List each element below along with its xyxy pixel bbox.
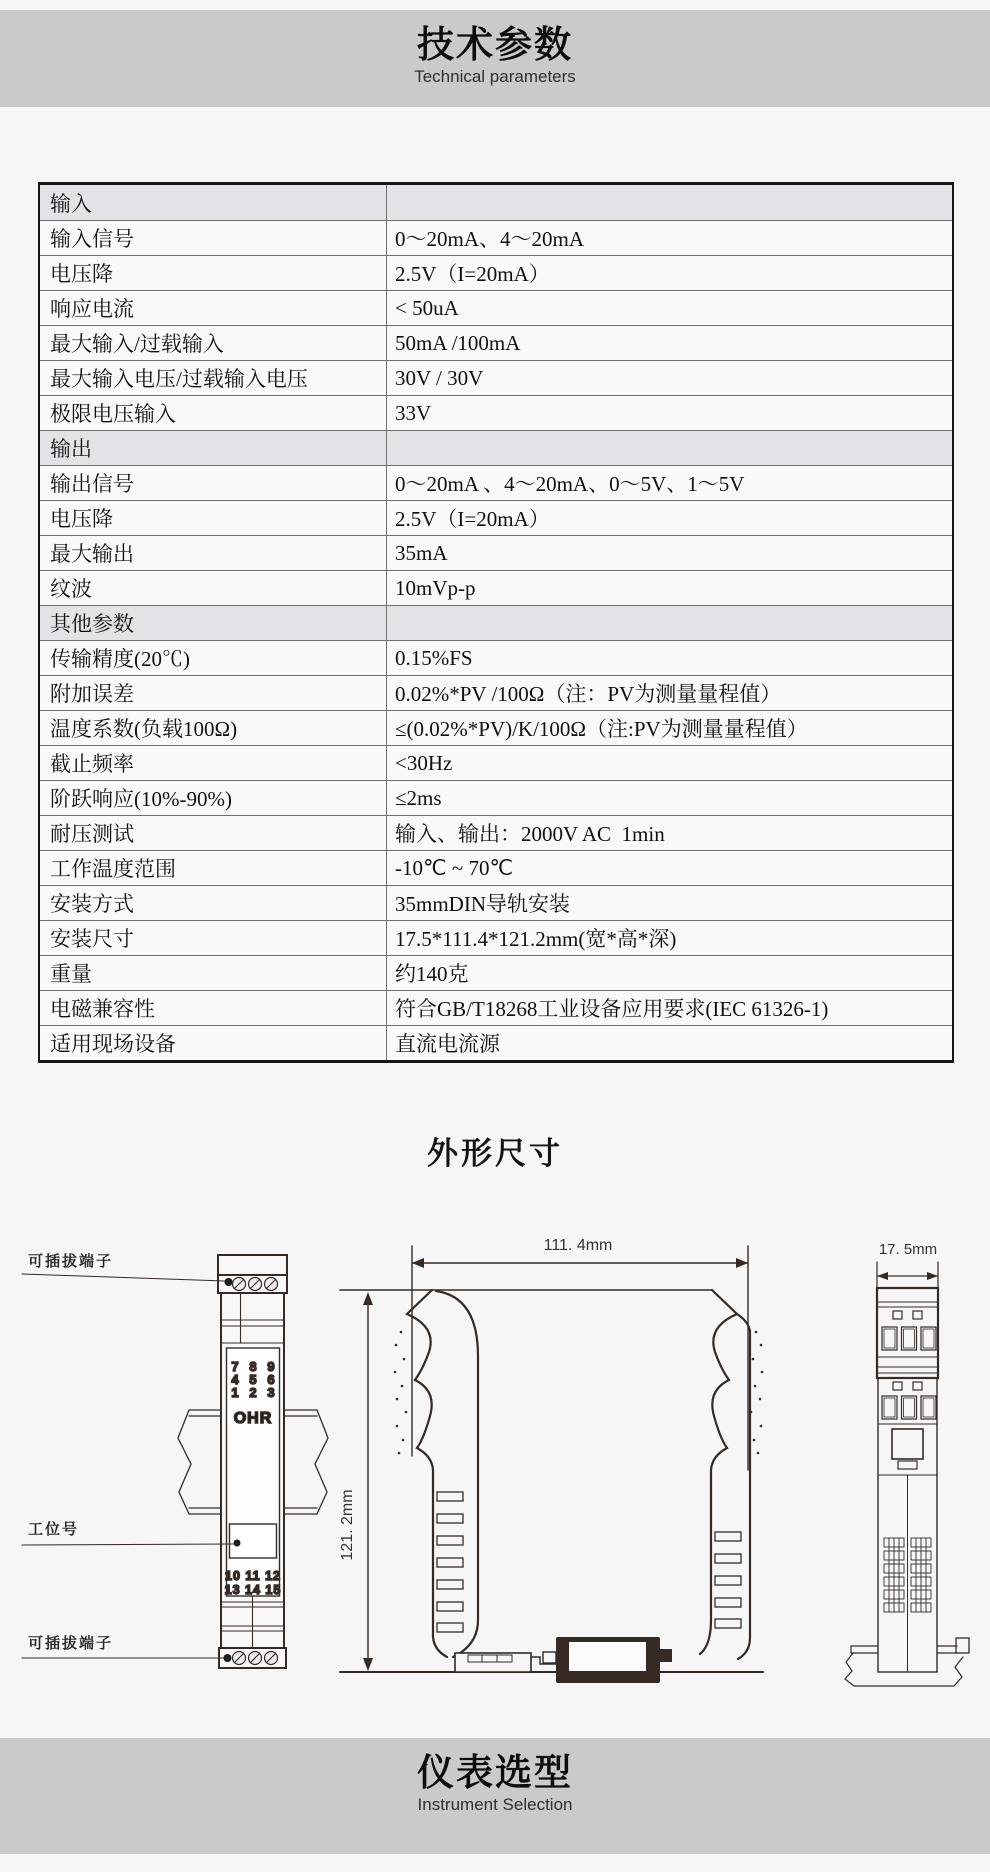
selection-subtitle: Instrument Selection: [417, 1795, 573, 1815]
table-row: [40, 500, 952, 535]
table-row: [40, 395, 952, 430]
row-value: -10℃ ~ 70℃: [395, 855, 514, 880]
dimension-drawings: [0, 1210, 990, 1730]
row-value: 33V: [395, 400, 432, 425]
row-label: 响应电流: [40, 291, 387, 325]
row-value: 0～20mA 、4～20mA、0～5V、1～5V: [395, 472, 745, 496]
pluggable-terminal-bottom-label: 可插拔端子: [28, 1635, 114, 1652]
module-end-view: [877, 1288, 938, 1672]
table-row: [40, 745, 952, 780]
row-value: 0～20mA、4～20mA: [395, 227, 584, 251]
row-value: 约140克: [395, 962, 469, 986]
depth-dimension-label: 17. 5mm: [878, 1241, 938, 1258]
row-label: 传输精度(20℃): [40, 641, 387, 675]
row-value: 2.5V（I=20mA）: [395, 507, 550, 531]
row-value: 35mA: [395, 540, 448, 565]
row-label: 电压降: [40, 256, 387, 290]
row-value: 50mA /100mA: [395, 330, 521, 355]
row-label: 耐压测试: [40, 816, 387, 850]
table-row: [40, 1025, 952, 1060]
table-row: [40, 850, 952, 885]
row-value: 35mmDIN导轨安装: [395, 892, 570, 916]
bottom-terminal-dot: [224, 1654, 232, 1662]
table-section-row: [40, 430, 952, 465]
spec-table: [38, 182, 954, 1063]
row-value: [387, 606, 952, 640]
terminal-2: 2: [249, 1385, 257, 1400]
terminal-3: 3: [267, 1385, 275, 1400]
outline-dimensions-title: 外形尺寸: [427, 1136, 563, 1171]
vent-slots-left: [437, 1492, 463, 1632]
row-label: 电磁兼容性: [40, 991, 387, 1025]
row-value: < 50uA: [395, 295, 459, 320]
table-section-row: [40, 605, 952, 640]
table-row: [40, 710, 952, 745]
row-value: 符合GB/T18268工业设备应用要求(IEC 61326-1): [395, 997, 829, 1021]
row-label: 纹波: [40, 571, 387, 605]
row-value: 0.02%*PV /100Ω（注：PV为测量量程值）: [395, 682, 782, 706]
row-label: 电压降: [40, 501, 387, 535]
table-section-row: [40, 185, 952, 220]
table-row: [40, 360, 952, 395]
row-label: 附加误差: [40, 676, 387, 710]
row-label: 输出: [40, 431, 387, 465]
technical-parameters-header: [0, 10, 990, 107]
end-view-dimensions: [877, 1241, 938, 1288]
row-value: <30Hz: [395, 750, 453, 775]
terminal-4: 4: [231, 1372, 239, 1387]
table-row: [40, 990, 952, 1025]
table-row: [40, 815, 952, 850]
side-view-dimensions: [339, 1237, 763, 1672]
row-label: 截止频率: [40, 746, 387, 780]
row-value: 30V / 30V: [395, 365, 484, 390]
table-row: [40, 885, 952, 920]
din-clip: [556, 1637, 672, 1683]
row-label: 温度系数(负载100Ω): [40, 711, 387, 745]
instrument-selection-header: [0, 1738, 990, 1854]
terminal-9: 9: [267, 1359, 275, 1374]
height-dimension-label: 121. 2mm: [339, 1489, 356, 1561]
row-value: 17.5*111.4*121.2mm(宽*高*深): [395, 927, 677, 951]
row-value: [387, 185, 952, 220]
table-row: [40, 675, 952, 710]
front-view-callouts: [22, 1252, 233, 1658]
brand-logo: OHR: [233, 1410, 273, 1427]
table-row: [40, 325, 952, 360]
row-label: 工作温度范围: [40, 851, 387, 885]
pluggable-terminal-top-label: 可插拔端子: [28, 1253, 114, 1270]
row-label: 输出信号: [40, 466, 387, 500]
row-value: 2.5V（I=20mA）: [395, 262, 550, 286]
row-label: 极限电压输入: [40, 396, 387, 430]
terminal-5: 5: [249, 1372, 257, 1387]
page-subtitle: Technical parameters: [414, 67, 576, 87]
row-value: 直流电流源: [395, 1032, 500, 1056]
row-label: 最大输出: [40, 536, 387, 570]
top-terminal-dot: [225, 1278, 233, 1286]
row-value: 10mVp-p: [395, 575, 476, 600]
page-title: 技术参数: [417, 24, 573, 65]
stipple-dots: [394, 1331, 764, 1455]
module-front-view: [218, 1255, 287, 1668]
vent-slots-right: [715, 1532, 741, 1628]
table-row: [40, 290, 952, 325]
table-row: [40, 220, 952, 255]
selection-title: 仪表选型: [417, 1752, 573, 1793]
terminal-row-10-12: 10 11 12: [225, 1569, 281, 1583]
row-label: 重量: [40, 956, 387, 990]
row-label: 适用现场设备: [40, 1026, 387, 1060]
row-value: 输入、输出：2000V AC 1min: [395, 822, 665, 846]
width-dimension-label: 111. 4mm: [543, 1237, 613, 1254]
row-label: 最大输入/过载输入: [40, 326, 387, 360]
tag-number-label: 工位号: [28, 1521, 80, 1538]
table-row: [40, 640, 952, 675]
terminal-6: 6: [267, 1372, 275, 1387]
terminal-row-13-15: 13 14 15: [224, 1583, 282, 1597]
module-side-view: [394, 1290, 764, 1683]
row-value: [387, 431, 952, 465]
terminal-1: 1: [231, 1385, 239, 1400]
row-label: 输入: [40, 185, 387, 220]
table-row: [40, 570, 952, 605]
row-label: 安装方式: [40, 886, 387, 920]
row-label: 阶跃响应(10%-90%): [40, 781, 387, 815]
table-row: [40, 780, 952, 815]
terminal-7: 7: [231, 1359, 239, 1374]
row-label: 安装尺寸: [40, 921, 387, 955]
table-row: [40, 535, 952, 570]
row-label: 输入信号: [40, 221, 387, 255]
row-value: ≤2ms: [395, 785, 442, 810]
table-row: [40, 255, 952, 290]
table-row: [40, 920, 952, 955]
row-label: 其他参数: [40, 606, 387, 640]
terminal-8: 8: [249, 1359, 257, 1374]
row-value: ≤(0.02%*PV)/K/100Ω（注:PV为测量量程值）: [395, 717, 808, 741]
table-row: [40, 955, 952, 990]
table-row: [40, 465, 952, 500]
row-label: 最大输入电压/过载输入电压: [40, 361, 387, 395]
row-value: 0.15%FS: [395, 645, 473, 670]
